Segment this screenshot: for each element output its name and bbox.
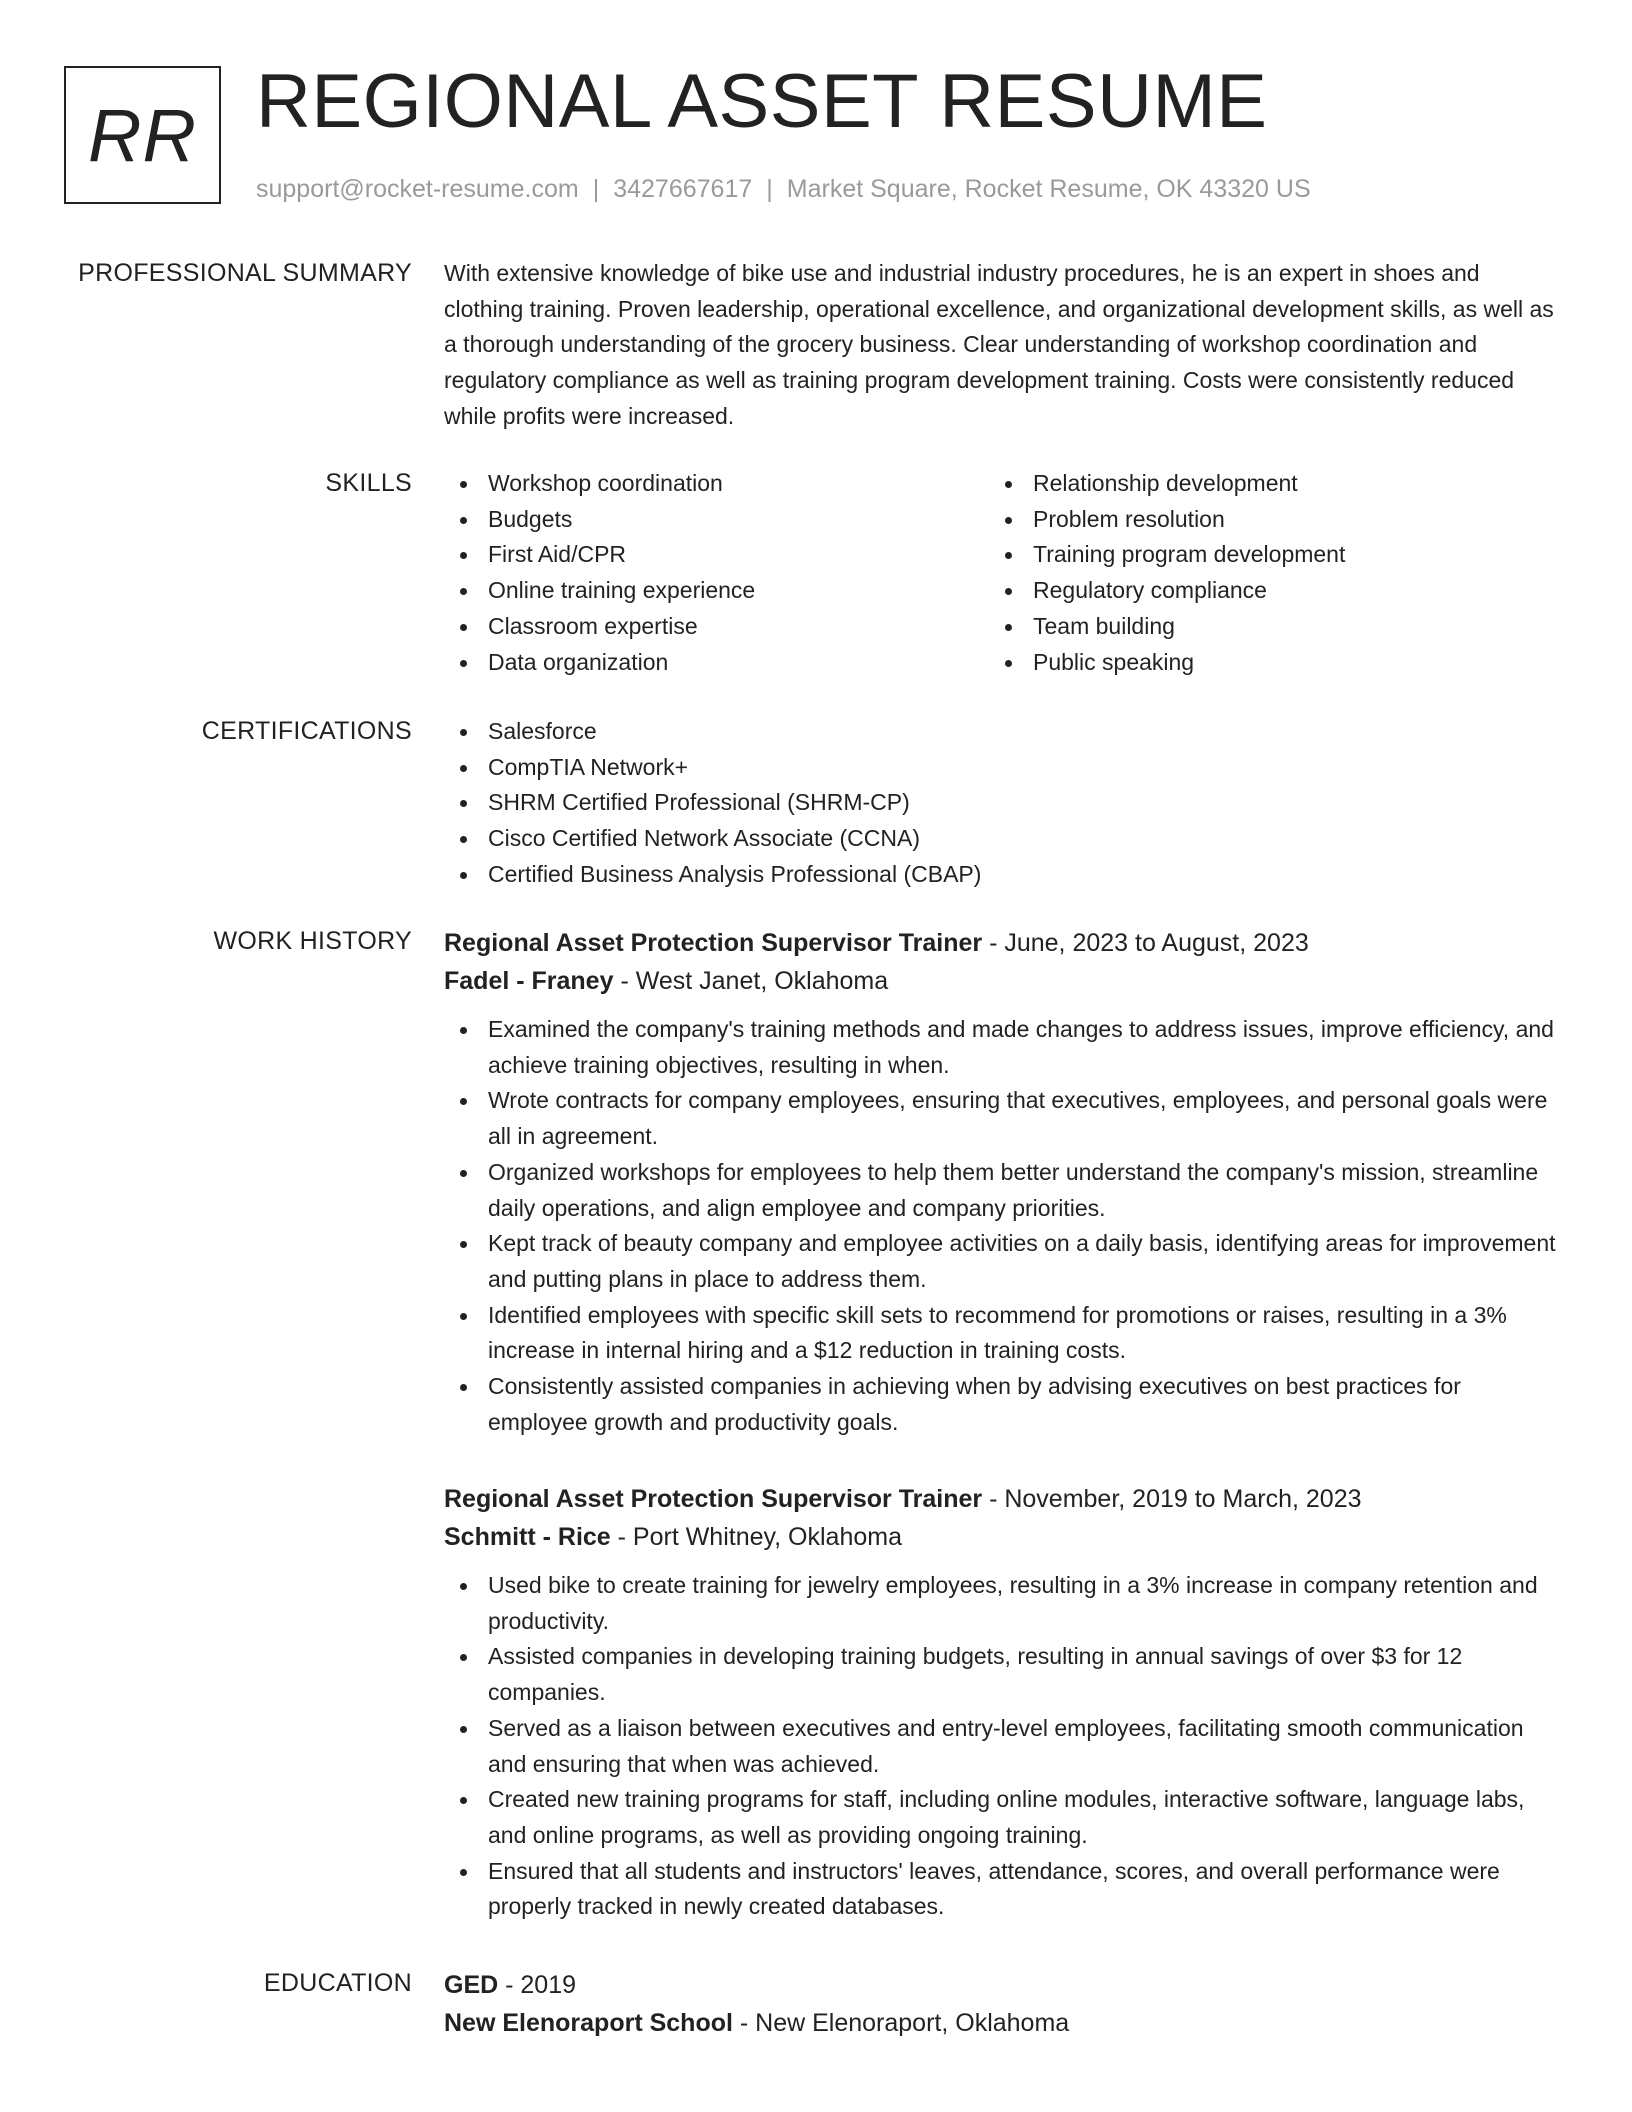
skill-item: Classroom expertise: [444, 609, 989, 645]
skills-list-right: [989, 466, 1534, 680]
job-entry: [444, 924, 1556, 1440]
contact-phone[interactable]: 3427667617: [613, 175, 753, 203]
job-duty: Wrote contracts for company employees, ensuring that executives, employees, and personal goals were all in agreement.: [444, 1083, 1556, 1154]
monogram-text: RR: [88, 93, 197, 177]
job-duty: Consistently assisted companies in achieving when by advising executives on best practices for employee growth and productivity goals.: [444, 1369, 1556, 1440]
job-entry: [444, 1480, 1556, 1925]
job-duty: Kept track of beauty company and employee activities on a daily basis, identifying areas for improvement and putting plans in place to address them.: [444, 1226, 1556, 1297]
skill-item: Online training experience: [444, 573, 989, 609]
certifications-list: [444, 714, 1556, 893]
skills-list-left: [444, 466, 989, 680]
skill-item: Relationship development: [989, 466, 1534, 502]
education-school: New Elenoraport School: [444, 2009, 733, 2037]
job-dates: - June, 2023 to August, 2023: [982, 929, 1309, 957]
certification-item: SHRM Certified Professional (SHRM-CP): [444, 785, 1556, 821]
job-company: Schmitt - Rice: [444, 1523, 611, 1551]
resume-name: REGIONAL ASSET RESUME: [256, 59, 1268, 144]
certification-item: CompTIA Network+: [444, 750, 1556, 786]
job-duty: Used bike to create training for jewelry employees, resulting in a 3% increase in company retention and productivity.: [444, 1568, 1556, 1639]
job-duty: Created new training programs for staff, including online modules, interactive software, language labs, and online programs, as well as providing ongoing training.: [444, 1782, 1556, 1853]
work-history-heading: WORK HISTORY: [213, 927, 412, 955]
summary-text: With extensive knowledge of bike use and industrial industry procedures, he is an expert in shoes and clothing training. Proven leadership, operational excellence, and organizational development skills, as well as a thorough understanding of the grocery business. Clear understanding of workshop coordination and regulatory compliance as well as training program development training. Costs were consistently reduced while profits were increased.: [444, 260, 1554, 429]
skills-heading: SKILLS: [325, 469, 412, 497]
job-title: Regional Asset Protection Supervisor Trainer: [444, 1485, 983, 1513]
job-duty: Examined the company's training methods and made changes to address issues, improve efficiency, and achieve training objectives, resulting in when.: [444, 1012, 1556, 1083]
education-location: - New Elenoraport, Oklahoma: [732, 2009, 1070, 2037]
education-school-line: [444, 2004, 1556, 2042]
contact-separator: |: [766, 175, 773, 203]
job-duties-list: [444, 1012, 1556, 1440]
contact-line: [256, 172, 1311, 206]
job-duty: Assisted companies in developing training budgets, resulting in annual savings of over $3 for 12 companies.: [444, 1639, 1556, 1710]
skill-item: Problem resolution: [989, 502, 1534, 538]
summary-heading: PROFESSIONAL SUMMARY: [78, 259, 412, 287]
skill-item: Training program development: [989, 537, 1534, 573]
skill-item: Team building: [989, 609, 1534, 645]
education-year: - 2019: [498, 1971, 577, 1999]
monogram-logo: [64, 66, 221, 204]
skill-item: Data organization: [444, 645, 989, 681]
education-entry: [444, 1966, 1556, 2042]
contact-address: Market Square, Rocket Resume, OK 43320 US: [786, 175, 1311, 203]
certification-item: Salesforce: [444, 714, 1556, 750]
contact-email[interactable]: support@rocket-resume.com: [256, 175, 579, 203]
job-duties-list: [444, 1568, 1556, 1925]
education-degree-line: [444, 1966, 1556, 2004]
job-title-line: [444, 924, 1556, 962]
certification-item: Certified Business Analysis Professional (CBAP): [444, 857, 1556, 893]
job-title-line: [444, 1480, 1556, 1518]
skills-grid: [444, 466, 1556, 680]
certifications-heading: CERTIFICATIONS: [201, 717, 412, 745]
job-title: Regional Asset Protection Supervisor Trainer: [444, 929, 983, 957]
certification-item: Cisco Certified Network Associate (CCNA): [444, 821, 1556, 857]
job-company: Fadel - Franey: [444, 967, 614, 995]
job-duty: Ensured that all students and instructors' leaves, attendance, scores, and overall performance were properly tracked in newly created databases.: [444, 1854, 1556, 1925]
contact-separator: |: [592, 175, 600, 203]
job-duty: Served as a liaison between executives and entry-level employees, facilitating smooth communication and ensuring that when was achieved.: [444, 1711, 1556, 1782]
education-degree: GED: [444, 1971, 499, 1999]
job-company-line: [444, 1518, 1556, 1556]
skill-item: Public speaking: [989, 645, 1534, 681]
job-duty: Identified employees with specific skill sets to recommend for promotions or raises, resulting in a 3% increase in internal hiring and a $12 reduction in training costs.: [444, 1298, 1556, 1369]
skill-item: Budgets: [444, 502, 989, 538]
job-location: - Port Whitney, Oklahoma: [610, 1523, 902, 1551]
education-heading: EDUCATION: [263, 1969, 412, 1997]
skill-item: Regulatory compliance: [989, 573, 1534, 609]
job-dates: - November, 2019 to March, 2023: [982, 1485, 1362, 1513]
skill-item: Workshop coordination: [444, 466, 989, 502]
job-company-line: [444, 962, 1556, 1000]
job-location: - West Janet, Oklahoma: [613, 967, 889, 995]
job-duty: Organized workshops for employees to help them better understand the company's mission, streamline daily operations, and align employee and company priorities.: [444, 1155, 1556, 1226]
skill-item: First Aid/CPR: [444, 537, 989, 573]
